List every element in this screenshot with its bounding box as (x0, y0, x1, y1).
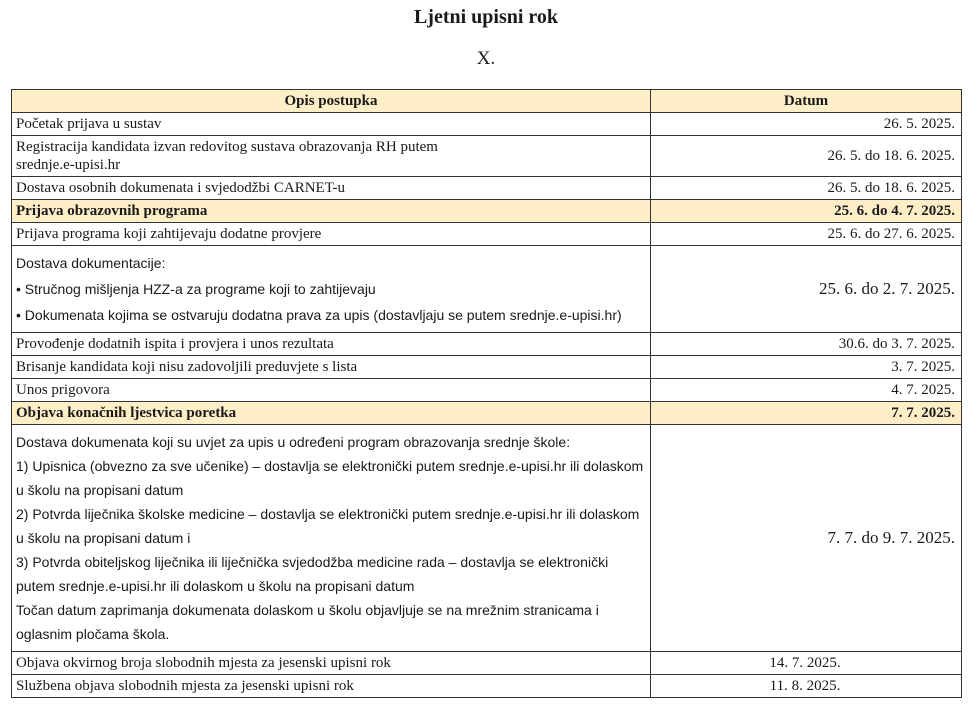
numbered-item: 1) Upisnica (obvezno za sve učenike) – dostavlja se elektronički putem srednje.e-upisi.hr ili dolaskom u školu na propisani datum (16, 458, 644, 498)
bullet-item: • Dokumenata kojima se ostvaruju dodatna prava za upis (dostavljaju se putem srednje.e-upisi.hr) (16, 307, 622, 323)
row-date: 26. 5. do 18. 6. 2025. (651, 136, 962, 177)
row-description-line: Dostava dokumentacije: (16, 255, 166, 271)
row-description: Provođenje dodatnih ispita i provjera i unos rezultata (12, 333, 651, 356)
row-description: Prijava programa koji zahtijevaju dodatne provjere (12, 223, 651, 246)
table-row (12, 177, 962, 200)
row-description: Prijava obrazovnih programa (12, 200, 651, 223)
row-description: Objava okvirnog broja slobodnih mjesta za jesenski upisni rok (12, 652, 651, 675)
column-header-date: Datum (651, 90, 962, 113)
row-date: 7. 7. 2025. (651, 402, 962, 425)
row-date: 14. 7. 2025. (651, 652, 962, 675)
page-title: Ljetni upisni rok (413, 6, 559, 28)
schedule-table (11, 89, 962, 698)
row-description-line: Dostava dokumenata koji su uvjet za upis u određeni program obrazovanja srednje škole: (16, 434, 571, 450)
row-date: 30.6. do 3. 7. 2025. (651, 333, 962, 356)
table-row (12, 379, 962, 402)
table-row (12, 136, 962, 177)
table-row-highlight (12, 402, 962, 425)
row-description (12, 425, 651, 652)
table-row (12, 246, 962, 333)
column-header-description: Opis postupka (12, 90, 651, 113)
table-row-highlight (12, 200, 962, 223)
table-row (12, 675, 962, 698)
bullet-item: • Stručnog mišljenja HZZ-a za programe koji to zahtijevaju (16, 281, 376, 297)
row-description-line: srednje.e-upisi.hr (16, 157, 121, 173)
table-row (12, 356, 962, 379)
row-description (12, 136, 651, 177)
row-description (12, 246, 651, 333)
numbered-item: 2) Potvrda liječnika školske medicine – dostavlja se elektronički putem srednje.e-upisi.hr ili dolaskom u školu na propisani datum i (16, 506, 640, 546)
row-description-line: Registracija kandidata izvan redovitog sustava obrazovanja RH putem (16, 139, 438, 155)
row-date: 4. 7. 2025. (651, 379, 962, 402)
row-date: 26. 5. 2025. (651, 113, 962, 136)
numbered-item: 3) Potvrda obiteljskog liječnika ili liječnička svjedodžba medicine rada – dostavlja se elektronički putem srednje.e-upisi.hr ili dolaskom u školu na propisani datum (16, 554, 609, 594)
row-description: Početak prijava u sustav (12, 113, 651, 136)
row-date: 3. 7. 2025. (651, 356, 962, 379)
row-date: 7. 7. do 9. 7. 2025. (651, 425, 962, 652)
row-description-note: Točan datum zaprimanja dokumenata dolaskom u školu objavljuje se na mrežnim stranicama i oglasnim pločama škola. (16, 602, 599, 642)
table-row (12, 652, 962, 675)
table-row (12, 113, 962, 136)
table-header-row (12, 90, 962, 113)
section-number: X. (476, 48, 496, 69)
row-date: 11. 8. 2025. (651, 675, 962, 698)
table-row (12, 223, 962, 246)
row-date: 25. 6. do 27. 6. 2025. (651, 223, 962, 246)
table-row (12, 425, 962, 652)
row-description: Objava konačnih ljestvica poretka (12, 402, 651, 425)
row-description: Unos prigovora (12, 379, 651, 402)
row-description: Službena objava slobodnih mjesta za jesenski upisni rok (12, 675, 651, 698)
row-description: Dostava osobnih dokumenata i svjedodžbi CARNET-u (12, 177, 651, 200)
row-date: 26. 5. do 18. 6. 2025. (651, 177, 962, 200)
table-row (12, 333, 962, 356)
row-date: 25. 6. do 2. 7. 2025. (651, 246, 962, 333)
row-date: 25. 6. do 4. 7. 2025. (651, 200, 962, 223)
row-description: Brisanje kandidata koji nisu zadovoljili preduvjete s lista (12, 356, 651, 379)
